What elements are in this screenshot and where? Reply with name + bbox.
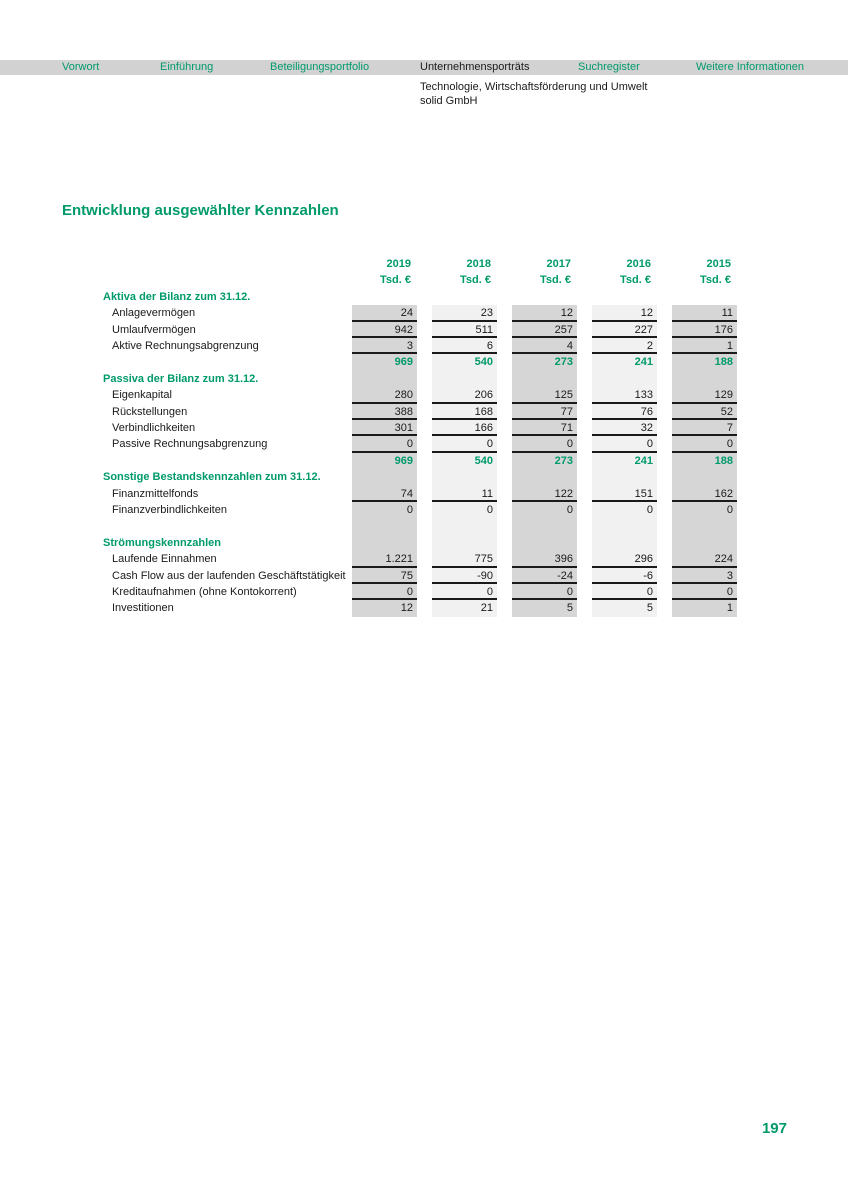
table-row (0, 387, 848, 403)
table-row (0, 502, 848, 518)
sum-cell: 969 (394, 454, 413, 467)
row-label: Cash Flow aus der laufenden Geschäftstätigkeit (112, 569, 346, 582)
section-label: Passiva der Bilanz zum 31.12. (103, 372, 259, 385)
value-cell: 224 (672, 551, 737, 567)
value-cell: 4 (512, 338, 577, 354)
value-cell: 77 (512, 404, 577, 420)
value-cell: 24 (352, 305, 417, 321)
table-row (0, 305, 848, 321)
section-breadcrumb (420, 80, 647, 108)
value-cell: 0 (592, 436, 657, 452)
value-cell: 5 (646, 602, 653, 615)
value-cell: 775 (432, 551, 497, 567)
value-cell: 0 (646, 504, 653, 516)
value-cell: 396 (512, 551, 577, 567)
value-cell: 176 (672, 322, 737, 338)
value-cell: 5 (566, 602, 573, 615)
year-header-2016: 2016 (626, 258, 651, 270)
row-label: Umlaufvermögen (112, 323, 196, 336)
unit-header-2017: Tsd. € (540, 274, 571, 287)
sum-cell: 540 (474, 356, 493, 369)
year-header-2019: 2019 (386, 258, 411, 270)
value-cell: 122 (512, 486, 577, 502)
value-cell: 206 (432, 387, 497, 403)
value-cell: 3 (672, 568, 737, 584)
value-cell: 52 (672, 404, 737, 420)
breadcrumb-line2: solid GmbH (420, 95, 478, 107)
nav-item-weitere-informationen[interactable]: Weitere Informationen (696, 61, 805, 73)
table-row (0, 584, 848, 600)
sum-cell: 273 (554, 356, 573, 369)
nav-item-unternehmensportr-ts[interactable]: Unternehmensporträts (420, 61, 530, 73)
row-label: Laufende Einnahmen (112, 553, 217, 566)
value-cell: 11 (672, 305, 737, 321)
value-cell: 0 (726, 504, 733, 516)
value-cell: 76 (592, 404, 657, 420)
value-cell: -90 (432, 568, 497, 584)
row-label: Rückstellungen (112, 405, 188, 418)
unit-header-2018: Tsd. € (460, 274, 491, 287)
value-cell: 133 (592, 387, 657, 403)
year-header-2015: 2015 (706, 258, 731, 270)
unit-header-2016: Tsd. € (620, 274, 651, 287)
table-row (0, 518, 848, 534)
value-cell: 7 (672, 420, 737, 436)
table-row (0, 338, 848, 354)
value-cell: 166 (432, 420, 497, 436)
value-cell: 942 (352, 322, 417, 338)
sum-cell: 969 (394, 356, 413, 369)
value-cell: 12 (592, 305, 657, 321)
value-cell: 280 (352, 387, 417, 403)
row-label: Finanzverbindlichkeiten (112, 504, 227, 516)
sum-cell: 540 (474, 454, 493, 467)
row-label: Finanzmittelfonds (112, 487, 199, 500)
table-row (0, 568, 848, 584)
sum-cell: 188 (714, 454, 733, 467)
value-cell: 1 (726, 602, 733, 615)
value-cell: 227 (592, 322, 657, 338)
value-cell: 0 (566, 504, 573, 516)
nav-item-vorwort[interactable]: Vorwort (62, 61, 100, 73)
table-row (0, 420, 848, 436)
value-cell: 0 (672, 436, 737, 452)
value-cell: 0 (432, 436, 497, 452)
value-cell: 6 (432, 338, 497, 354)
value-cell: 301 (352, 420, 417, 436)
page-number: 197 (761, 1120, 787, 1137)
table-row (0, 469, 848, 485)
table-row (0, 453, 848, 469)
value-cell: 162 (672, 486, 737, 502)
value-cell: 11 (432, 486, 497, 502)
breadcrumb-line1: Technologie, Wirtschaftsförderung und Umwelt (420, 81, 648, 93)
table-row (0, 354, 848, 370)
value-cell: 257 (512, 322, 577, 338)
value-cell: 388 (352, 404, 417, 420)
value-cell: 0 (352, 436, 417, 452)
value-cell: 74 (352, 486, 417, 502)
row-label: Kreditaufnahmen (ohne Kontokorrent) (112, 586, 297, 598)
value-cell: -24 (512, 568, 577, 584)
nav-item-einf-hrung[interactable]: Einführung (160, 61, 214, 73)
row-label: Aktive Rechnungsabgrenzung (112, 340, 259, 352)
value-cell: 511 (432, 322, 497, 338)
section-label: Aktiva der Bilanz zum 31.12. (103, 290, 251, 303)
value-cell: 1 (672, 338, 737, 354)
sum-cell: 241 (634, 356, 653, 369)
value-cell: 129 (672, 387, 737, 403)
table-row (0, 600, 848, 616)
sum-cell: 241 (634, 454, 653, 467)
page-title: Entwicklung ausgewählter Kennzahlen (62, 202, 339, 219)
nav-item-suchregister[interactable]: Suchregister (578, 61, 640, 73)
sum-cell: 273 (554, 454, 573, 467)
value-cell: 0 (512, 436, 577, 452)
value-cell: 32 (592, 420, 657, 436)
table-row (0, 535, 848, 551)
value-cell: 12 (512, 305, 577, 321)
value-cell: 168 (432, 404, 497, 420)
sum-cell: 188 (714, 356, 733, 369)
table-row (0, 289, 848, 305)
year-header-2017: 2017 (546, 258, 571, 270)
value-cell: 0 (352, 584, 417, 600)
value-cell: 3 (352, 338, 417, 354)
row-label: Investitionen (112, 602, 174, 615)
value-cell: 71 (512, 420, 577, 436)
value-cell: -6 (592, 568, 657, 584)
row-label: Anlagevermögen (112, 307, 196, 320)
table-row (0, 551, 848, 567)
value-cell: 0 (406, 504, 413, 516)
value-cell: 0 (672, 584, 737, 600)
value-cell: 2 (592, 338, 657, 354)
value-cell: 12 (400, 602, 413, 615)
kennzahlen-table (0, 256, 848, 636)
value-cell: 0 (432, 584, 497, 600)
value-cell: 1.221 (352, 551, 417, 567)
section-label: Sonstige Bestandskennzahlen zum 31.12. (103, 471, 321, 484)
nav-item-beteiligungsportfolio[interactable]: Beteiligungsportfolio (270, 61, 370, 73)
row-label: Passive Rechnungsabgrenzung (112, 438, 268, 451)
value-cell: 0 (486, 504, 493, 516)
value-cell: 151 (592, 486, 657, 502)
year-header-2018: 2018 (466, 258, 491, 270)
row-label: Eigenkapital (112, 389, 172, 402)
unit-header-2015: Tsd. € (700, 274, 731, 287)
table-row (0, 371, 848, 387)
table-row (0, 436, 848, 452)
value-cell: 75 (352, 568, 417, 584)
value-cell: 0 (592, 584, 657, 600)
value-cell: 0 (512, 584, 577, 600)
row-label: Verbindlichkeiten (112, 422, 196, 434)
value-cell: 23 (432, 305, 497, 321)
value-cell: 125 (512, 387, 577, 403)
table-row (0, 404, 848, 420)
table-row (0, 322, 848, 338)
value-cell: 296 (592, 551, 657, 567)
value-cell: 21 (480, 602, 493, 615)
nav-bar (0, 60, 848, 75)
unit-header-2019: Tsd. € (380, 274, 411, 287)
table-row (0, 486, 848, 502)
section-label: Strömungskennzahlen (103, 536, 221, 549)
